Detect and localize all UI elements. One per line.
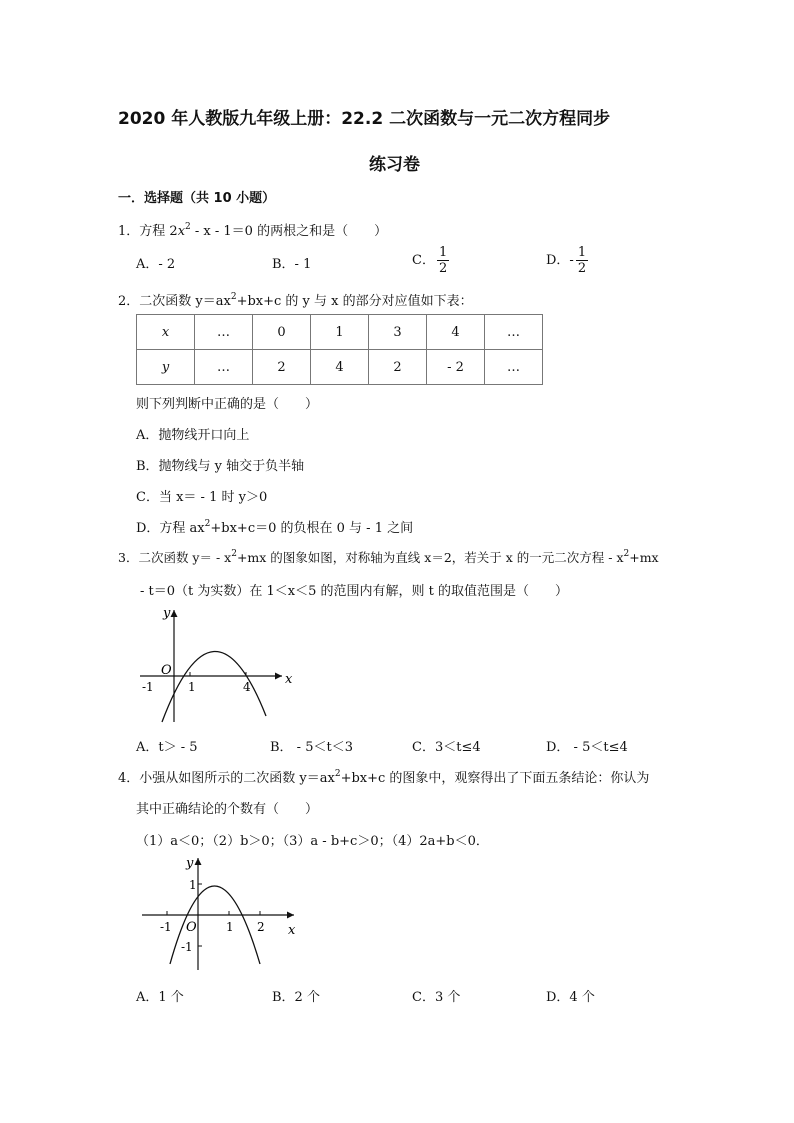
table-cell: 4	[427, 315, 485, 350]
q3-option-a[interactable]: A．t＞ - 5	[136, 740, 198, 755]
y-axis-label: y	[163, 606, 171, 621]
table-cell: 1	[311, 315, 369, 350]
table-row	[137, 315, 543, 350]
tick-label-y-neg1: -1	[181, 940, 193, 954]
table-cell: 4	[311, 350, 369, 385]
fraction-denominator: 2	[438, 261, 448, 276]
q3-parabola-graph	[134, 604, 304, 726]
table-row	[137, 350, 543, 385]
q2-value-table	[136, 314, 543, 385]
q1-option-a[interactable]: A．- 2	[136, 257, 176, 272]
q1-option-c-prefix: C．	[412, 253, 435, 268]
q2-stem-a: 2．二次函数 y＝ax	[118, 294, 231, 309]
tick-label-neg1: -1	[142, 680, 154, 694]
table-cell: 2	[369, 350, 427, 385]
q3-option-d[interactable]: D． - 5＜t≤4	[546, 740, 628, 755]
q1-stem-exponent: 2	[185, 222, 191, 232]
q4-line1-exponent: 2	[334, 769, 341, 779]
q3-line1-c: +mx	[629, 550, 659, 565]
q1-stem	[118, 220, 387, 239]
q4-option-b[interactable]: B．2 个	[272, 990, 320, 1005]
q4-conclusions: （1）a＜0；（2）b＞0；（3）a - b+c＞0；（4）2a+b＜0．	[136, 834, 489, 849]
q2-option-d[interactable]	[136, 517, 413, 536]
q1-option-c-fraction	[437, 245, 449, 276]
q4-parabola-graph	[136, 854, 306, 974]
table-cell: …	[485, 350, 543, 385]
tick-label-y-1: 1	[189, 878, 197, 892]
q2-option-c[interactable]: C．当 x＝ - 1 时 y＞0	[136, 490, 268, 505]
q1-stem-post: - x - 1＝0 的两根之和是（ ）	[190, 224, 388, 239]
q1-option-c[interactable]	[412, 245, 449, 276]
document-title-line1: 2020 年人教版九年级上册：22.2 二次函数与一元二次方程同步	[118, 109, 611, 129]
tick-label-4: 4	[243, 680, 251, 694]
table-cell: …	[195, 350, 253, 385]
q1-option-d-fraction	[576, 245, 588, 276]
q4-option-a[interactable]: A．1 个	[136, 990, 184, 1005]
q3-stem-line1	[118, 548, 659, 566]
fraction-denominator: 2	[577, 261, 587, 276]
q4-line1-a: 4．小强从如图所示的二次函数 y＝ax	[118, 771, 335, 786]
q3-line1-a: 3．二次函数 y＝ - x	[118, 550, 232, 565]
q3-option-b[interactable]: B． - 5＜t＜3	[270, 740, 353, 755]
q1-stem-var: x	[177, 224, 186, 239]
tick-label-1: 1	[188, 680, 196, 694]
q2-option-a[interactable]: A．抛物线开口向上	[136, 428, 250, 443]
q2-option-d-exponent: 2	[204, 519, 211, 529]
table-cell: …	[485, 315, 543, 350]
q1-option-d[interactable]	[546, 245, 588, 276]
fraction-numerator: 1	[438, 245, 448, 260]
origin-label: O	[186, 920, 197, 935]
table-cell: 0	[253, 315, 311, 350]
tick-label-x-2: 2	[257, 920, 265, 934]
q3-stem-line2: - t＝0（t 为实数）在 1＜x＜5 的范围内有解，则 t 的取值范围是（ ）	[140, 584, 569, 599]
q1-option-b[interactable]: B．- 1	[272, 257, 312, 272]
table-cell: …	[195, 315, 253, 350]
q4-option-c[interactable]: C．3 个	[412, 990, 461, 1005]
section-heading: 一．选择题（共 10 小题）	[118, 191, 276, 206]
origin-label: O	[161, 663, 172, 678]
table-cell: 3	[369, 315, 427, 350]
q1-stem-pre: 1．方程 2	[118, 224, 178, 239]
x-axis-label: x	[288, 923, 296, 938]
table-cell: 2	[253, 350, 311, 385]
x-axis-label: x	[285, 672, 293, 687]
q2-option-d-b: +bx+c＝0 的负根在 0 与 - 1 之间	[210, 521, 414, 536]
tick-label-x-1: 1	[226, 920, 234, 934]
q2-ask: 则下列判断中正确的是（ ）	[136, 397, 319, 412]
q4-line1-b: +bx+c 的图象中，观察得出了下面五条结论：你认为	[340, 771, 650, 786]
document-title-line2: 练习卷	[369, 155, 420, 175]
q2-stem-exponent: 2	[230, 292, 237, 302]
q2-option-d-a: D．方程 ax	[136, 521, 205, 536]
q4-stem-line2: 其中正确结论的个数有（ ）	[136, 802, 319, 817]
q3-line1-b: +mx 的图象如图，对称轴为直线 x＝2，若关于 x 的一元二次方程 - x	[236, 550, 624, 565]
table-cell: y	[137, 350, 195, 385]
q4-option-d[interactable]: D．4 个	[546, 990, 595, 1005]
q3-option-c[interactable]: C．3＜t≤4	[412, 740, 481, 755]
table-cell: x	[137, 315, 195, 350]
fraction-numerator: 1	[577, 245, 587, 260]
q2-stem	[118, 290, 473, 309]
q2-stem-b: +bx+c 的 y 与 x 的部分对应值如下表：	[236, 294, 473, 309]
q3-line1-exponent: 2	[623, 549, 630, 559]
q4-stem-line1	[118, 767, 649, 786]
table-cell: - 2	[427, 350, 485, 385]
q2-option-b[interactable]: B．抛物线与 y 轴交于负半轴	[136, 459, 305, 474]
y-axis-label: y	[186, 856, 194, 871]
q1-option-d-prefix: D．-	[546, 253, 574, 268]
tick-label-x-neg1: -1	[160, 920, 172, 934]
q3-line1-exponent: 2	[231, 549, 237, 559]
